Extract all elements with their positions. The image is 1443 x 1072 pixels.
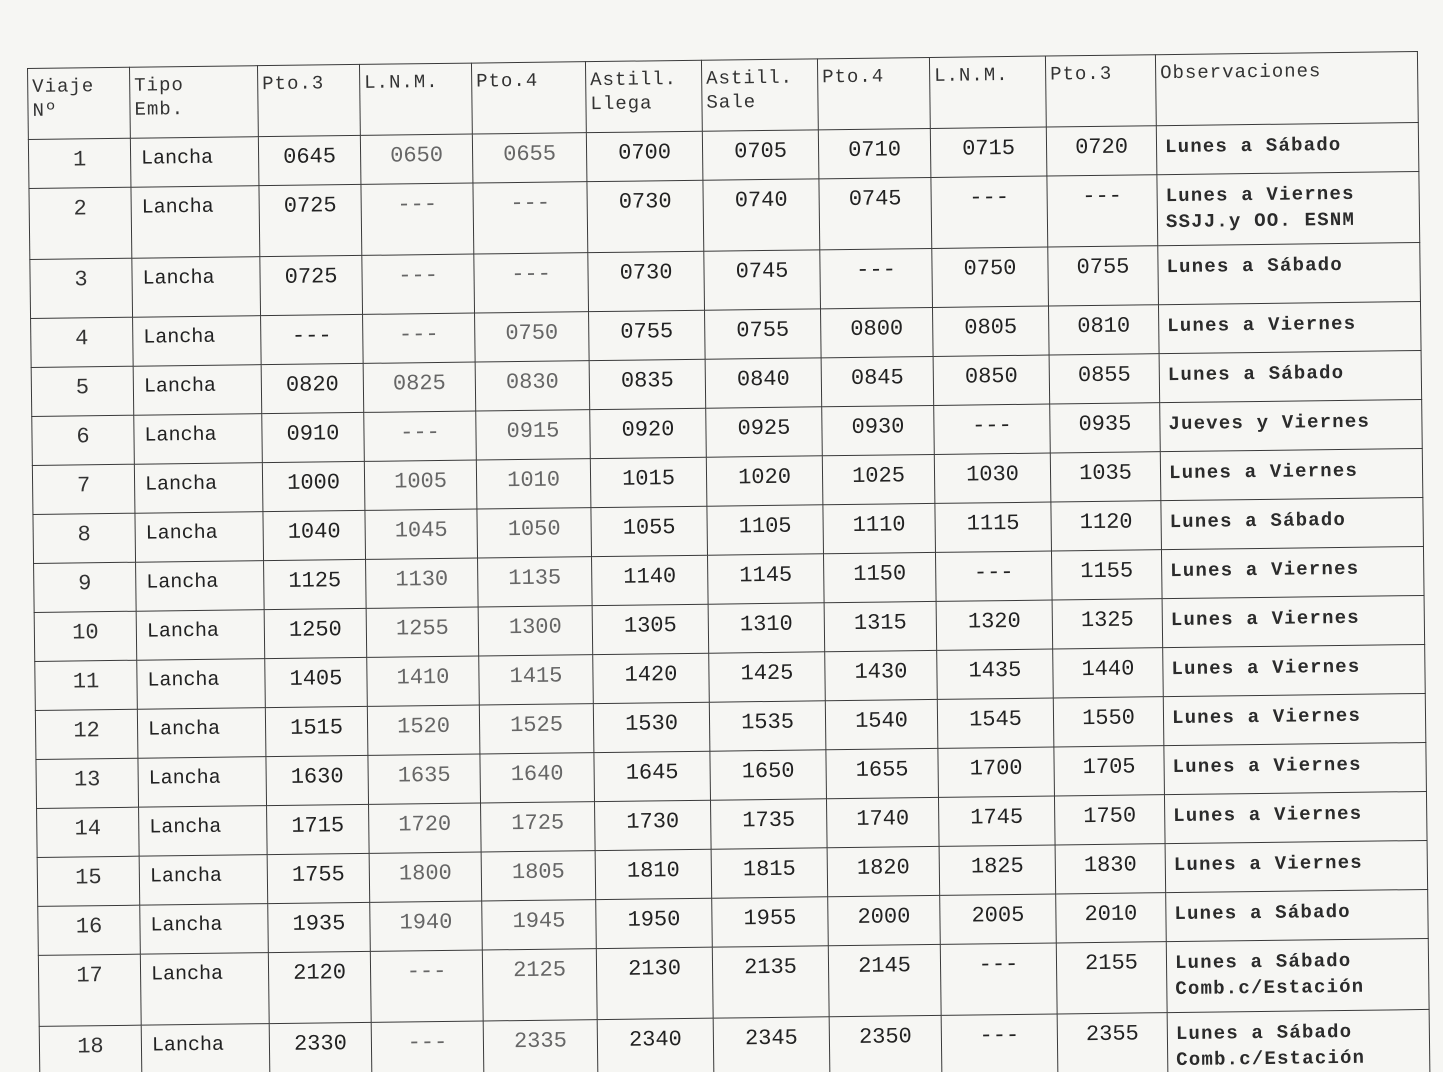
time-lnm-back: --- <box>941 1014 1058 1072</box>
time-pto3-out: 1630 <box>266 755 369 805</box>
vessel-type: Lancha <box>133 365 262 416</box>
trip-number: 11 <box>35 660 138 710</box>
observations <box>1157 172 1420 246</box>
time-lnm-out: 1635 <box>368 754 481 804</box>
observations <box>1166 889 1429 941</box>
time-pto3-back: 0720 <box>1046 126 1157 176</box>
time-pto4-back: 0710 <box>818 128 931 178</box>
header-text: Sale <box>706 91 757 114</box>
time-pto4-back: 1025 <box>822 454 935 504</box>
header-text: Pto.4 <box>822 65 885 89</box>
time-astill-llega: 0700 <box>586 131 703 181</box>
vessel-type: Lancha <box>130 137 259 188</box>
observations <box>1158 301 1421 353</box>
time-lnm-back: --- <box>935 551 1052 601</box>
trip-number: 15 <box>37 856 140 906</box>
time-pto4-out: 1945 <box>482 900 597 950</box>
time-pto3-back: 1705 <box>1054 746 1165 796</box>
time-astill-llega: 1530 <box>593 702 710 752</box>
header-text: Tipo <box>134 74 184 97</box>
time-pto4-out: 0915 <box>476 410 591 460</box>
header-text: Viaje <box>32 75 95 98</box>
time-astill-llega: 1055 <box>591 506 708 556</box>
time-lnm-back: 1700 <box>938 747 1055 797</box>
observations <box>1162 595 1425 647</box>
time-lnm-out: 1720 <box>369 803 482 853</box>
observations <box>1163 693 1426 745</box>
trip-number: 14 <box>37 807 140 857</box>
time-pto4-back: 0930 <box>822 405 935 455</box>
header-astill-sale <box>701 59 818 131</box>
time-astill-llega: 0920 <box>590 408 707 458</box>
header-text: Emb. <box>134 98 185 121</box>
time-pto4-back: 2000 <box>828 895 941 945</box>
time-pto3-back: --- <box>1047 175 1158 247</box>
observations <box>1163 644 1426 696</box>
time-pto4-out: 1300 <box>478 606 593 656</box>
time-pto4-out: 1415 <box>479 655 594 705</box>
header-viaje <box>28 67 131 139</box>
observation-line: Lunes a Viernes <box>1173 802 1363 828</box>
trip-number: 13 <box>36 758 139 808</box>
time-lnm-back: 1545 <box>937 698 1054 748</box>
time-astill-sale: 1425 <box>709 652 826 702</box>
vessel-type: Lancha <box>134 463 263 514</box>
time-lnm-out: 1940 <box>370 901 483 951</box>
time-lnm-out: --- <box>363 313 476 363</box>
trip-number: 17 <box>38 954 141 1026</box>
time-pto3-out: 2330 <box>269 1022 372 1072</box>
time-pto3-out: 1250 <box>264 608 367 658</box>
time-pto4-out: --- <box>473 182 588 254</box>
time-lnm-out: --- <box>364 411 477 461</box>
time-astill-sale: 1650 <box>710 750 827 800</box>
time-pto4-out: 1525 <box>479 704 594 754</box>
time-pto4-back: 0745 <box>819 177 932 249</box>
time-pto3-back: 2155 <box>1056 942 1167 1014</box>
time-astill-llega: 0730 <box>588 251 705 311</box>
observations <box>1158 242 1421 304</box>
time-pto4-out: 2125 <box>482 949 597 1021</box>
time-astill-sale: 1535 <box>709 701 826 751</box>
trip-number: 7 <box>32 464 135 514</box>
time-pto4-out: 1725 <box>481 802 596 852</box>
time-pto4-back: 1150 <box>823 552 936 602</box>
time-pto3-out: 1405 <box>265 657 368 707</box>
time-pto4-back: 2145 <box>828 944 941 1016</box>
time-astill-sale: 0745 <box>704 250 821 310</box>
header-text: Pto.3 <box>262 72 325 96</box>
trip-number: 1 <box>28 138 131 188</box>
trip-number: 12 <box>35 709 138 759</box>
observation-line: Jueves y Viernes <box>1168 410 1371 436</box>
time-lnm-out: 1130 <box>366 558 479 608</box>
observations <box>1160 448 1423 500</box>
time-pto3-out: 0820 <box>261 363 364 413</box>
observations <box>1156 123 1419 175</box>
observation-line: Lunes a Sábado <box>1174 900 1351 926</box>
time-astill-sale: 1310 <box>708 603 825 653</box>
observation-line: Lunes a Viernes <box>1170 557 1360 583</box>
observations <box>1159 350 1422 402</box>
time-lnm-out: 0650 <box>360 134 473 184</box>
time-lnm-out: 1255 <box>366 607 479 657</box>
time-pto4-out: 1010 <box>476 459 591 509</box>
vessel-type: Lancha <box>138 757 267 808</box>
time-astill-llega: 1950 <box>596 898 713 948</box>
time-astill-llega: 0755 <box>589 310 706 360</box>
time-pto3-out: --- <box>261 314 364 364</box>
trip-number: 8 <box>33 513 136 563</box>
header-pto4-back <box>817 57 930 129</box>
time-pto4-back: 2350 <box>829 1015 942 1072</box>
time-pto4-out: 1050 <box>477 508 592 558</box>
header-text: Nº <box>32 99 58 122</box>
header-text: Astill. <box>590 68 678 92</box>
time-pto4-back: 1740 <box>826 797 939 847</box>
trip-number: 2 <box>29 187 132 259</box>
time-astill-sale: 1815 <box>711 848 828 898</box>
time-pto4-back: 1655 <box>826 748 939 798</box>
time-pto4-back: --- <box>820 248 933 308</box>
trip-number: 5 <box>31 366 134 416</box>
time-pto4-back: 0800 <box>821 307 934 357</box>
time-pto3-out: 1755 <box>267 853 370 903</box>
header-observaciones <box>1155 52 1418 126</box>
observations <box>1164 742 1427 794</box>
vessel-type: Lancha <box>139 855 268 906</box>
vessel-type: Lancha <box>132 257 261 318</box>
time-astill-llega: 1420 <box>593 653 710 703</box>
time-pto3-out: 1935 <box>268 902 371 952</box>
time-astill-llega: 1140 <box>592 555 709 605</box>
vessel-type: Lancha <box>134 414 263 465</box>
header-lnm-out <box>359 63 472 135</box>
time-pto4-out: 1135 <box>478 557 593 607</box>
observation-line: Lunes a Sábado <box>1166 253 1344 279</box>
vessel-type: Lancha <box>137 659 266 710</box>
header-text: Llega <box>590 92 653 116</box>
time-pto4-out: 1805 <box>481 851 596 901</box>
time-lnm-back: 0750 <box>932 247 1049 307</box>
time-lnm-back: 0715 <box>930 127 1047 177</box>
time-astill-sale: 0740 <box>703 179 820 251</box>
observations <box>1164 791 1427 843</box>
time-astill-sale: 2135 <box>712 946 829 1018</box>
time-pto3-out: 1515 <box>265 706 368 756</box>
time-pto4-back: 1430 <box>825 650 938 700</box>
time-pto3-out: 0910 <box>262 412 365 462</box>
time-pto4-back: 1540 <box>825 699 938 749</box>
time-pto4-out: 1640 <box>480 753 595 803</box>
vessel-type: Lancha <box>140 953 269 1026</box>
time-pto3-back: 1120 <box>1051 501 1162 551</box>
time-astill-sale: 0755 <box>705 309 822 359</box>
time-pto3-back: 1550 <box>1053 697 1164 747</box>
observation-line: Comb.c/Estación <box>1175 975 1365 1001</box>
observation-line: Lunes a Viernes <box>1171 655 1361 681</box>
time-pto3-back: 1750 <box>1054 795 1165 845</box>
observation-line: Comb.c/Estación <box>1176 1046 1366 1072</box>
time-lnm-out: 1800 <box>369 852 482 902</box>
observations <box>1160 399 1423 451</box>
time-astill-llega: 1305 <box>592 604 709 654</box>
vessel-type: Lancha <box>135 512 264 563</box>
time-lnm-back: 1320 <box>936 600 1053 650</box>
time-astill-llega: 1645 <box>594 751 711 801</box>
time-pto3-out: 1715 <box>267 804 370 854</box>
time-lnm-back: 0850 <box>933 355 1050 405</box>
time-lnm-out: 0825 <box>363 362 476 412</box>
trip-number: 16 <box>38 905 141 955</box>
time-astill-llega: 2130 <box>596 947 713 1019</box>
header-text: Pto.3 <box>1050 62 1113 86</box>
time-lnm-back: 1435 <box>937 649 1054 699</box>
time-lnm-out: --- <box>370 950 483 1022</box>
vessel-type: Lancha <box>136 561 265 612</box>
observation-line: Lunes a Sábado <box>1164 133 1342 159</box>
trip-number: 18 <box>39 1025 142 1072</box>
time-astill-sale: 1735 <box>710 799 827 849</box>
vessel-type: Lancha <box>140 904 269 955</box>
observation-line: Lunes a Sábado <box>1167 361 1345 387</box>
observation-line: Lunes a Viernes <box>1173 851 1363 877</box>
vessel-type: Lancha <box>133 316 262 367</box>
observation-line: Lunes a Sábado <box>1174 949 1352 975</box>
header-text: L.N.M. <box>364 70 439 94</box>
time-lnm-back: 1030 <box>934 453 1051 503</box>
time-astill-sale: 2345 <box>713 1017 830 1072</box>
time-pto3-back: 1325 <box>1052 599 1163 649</box>
time-lnm-back: 2005 <box>940 894 1057 944</box>
observations <box>1165 840 1428 892</box>
observations <box>1161 497 1424 549</box>
observation-line: Lunes a Viernes <box>1170 606 1360 632</box>
vessel-type: Lancha <box>137 708 266 759</box>
time-pto3-out: 1000 <box>262 461 365 511</box>
vessel-type: Lancha <box>136 610 265 661</box>
time-pto3-back: 0755 <box>1048 246 1159 306</box>
time-pto3-back: 0855 <box>1049 354 1160 404</box>
header-pto3-out <box>257 64 360 136</box>
time-astill-sale: 1105 <box>707 505 824 555</box>
time-pto3-back: 0810 <box>1048 305 1159 355</box>
time-pto4-out: --- <box>474 253 589 313</box>
time-lnm-back: --- <box>934 404 1051 454</box>
trip-number: 10 <box>34 611 137 661</box>
header-pto4-out <box>471 62 586 134</box>
header-pto3-back <box>1045 55 1156 127</box>
time-pto3-back: 1830 <box>1055 844 1166 894</box>
trip-number: 9 <box>34 562 137 612</box>
trip-number: 4 <box>31 317 134 367</box>
header-text: Pto.4 <box>476 69 539 93</box>
time-astill-sale: 1020 <box>706 456 823 506</box>
time-lnm-back: --- <box>931 176 1048 248</box>
observation-line: SSJJ.y OO. ESNM <box>1165 208 1356 234</box>
time-pto3-back: 1035 <box>1050 452 1161 502</box>
time-astill-sale: 1955 <box>712 897 829 947</box>
time-pto3-out: 0725 <box>260 255 363 315</box>
time-pto3-out: 0725 <box>259 184 362 256</box>
observation-line: Lunes a Viernes <box>1172 753 1362 779</box>
observation-line: Lunes a Viernes <box>1167 312 1357 338</box>
header-lnm-back <box>929 56 1046 128</box>
time-astill-sale: 0925 <box>706 407 823 457</box>
time-lnm-out: --- <box>362 254 475 314</box>
header-text: Observaciones <box>1160 60 1322 85</box>
time-astill-sale: 0840 <box>705 358 822 408</box>
time-lnm-out: --- <box>371 1021 484 1072</box>
time-pto3-back: 0935 <box>1050 403 1161 453</box>
boat-schedule-table <box>27 51 1430 1072</box>
time-lnm-back: 1825 <box>939 845 1056 895</box>
trip-number: 3 <box>30 258 133 318</box>
observation-line: Lunes a Viernes <box>1165 182 1355 208</box>
observation-line: Lunes a Viernes <box>1168 459 1359 485</box>
time-pto4-back: 1110 <box>823 503 936 553</box>
time-astill-llega: 1730 <box>595 800 712 850</box>
time-astill-llega: 1015 <box>590 457 707 507</box>
time-pto4-back: 1820 <box>827 846 940 896</box>
observations <box>1161 546 1424 598</box>
time-pto4-out: 0655 <box>472 133 587 183</box>
time-pto3-back: 1440 <box>1053 648 1164 698</box>
vessel-type: Lancha <box>131 186 260 259</box>
time-astill-llega: 0730 <box>587 180 704 252</box>
trip-number: 6 <box>32 415 135 465</box>
time-pto3-out: 2120 <box>268 951 371 1023</box>
time-pto4-back: 1315 <box>824 601 937 651</box>
time-pto3-back: 1155 <box>1051 550 1162 600</box>
header-astill-llega <box>585 60 702 132</box>
observation-line: Lunes a Sábado <box>1169 508 1347 534</box>
time-lnm-back: 1745 <box>938 796 1055 846</box>
time-pto3-out: 0645 <box>258 135 361 185</box>
observation-line: Lunes a Viernes <box>1171 704 1362 730</box>
observations <box>1167 1009 1430 1072</box>
time-lnm-back: 0805 <box>932 306 1049 356</box>
time-pto4-out: 0830 <box>475 361 590 411</box>
header-tipo <box>129 66 258 139</box>
time-pto4-out: 0750 <box>475 312 590 362</box>
vessel-type: Lancha <box>141 1024 270 1072</box>
time-pto4-out: 2335 <box>483 1020 598 1072</box>
vessel-type: Lancha <box>139 806 268 857</box>
header-text: L.N.M. <box>934 64 1009 87</box>
time-astill-sale: 0705 <box>702 130 819 180</box>
time-astill-sale: 1145 <box>708 554 825 604</box>
time-pto3-back: 2010 <box>1056 893 1167 943</box>
time-pto3-out: 1040 <box>263 510 366 560</box>
observation-line: Lunes a Sábado <box>1175 1020 1353 1046</box>
time-lnm-out: 1045 <box>365 509 478 559</box>
time-lnm-out: 1520 <box>367 705 480 755</box>
time-astill-llega: 1810 <box>595 849 712 899</box>
time-pto3-back: 2355 <box>1057 1013 1168 1072</box>
time-lnm-out: 1410 <box>367 656 480 706</box>
time-lnm-back: --- <box>940 943 1057 1015</box>
observations <box>1166 938 1429 1012</box>
time-lnm-back: 1115 <box>935 502 1052 552</box>
time-pto3-out: 1125 <box>264 559 367 609</box>
time-pto4-back: 0845 <box>821 356 934 406</box>
header-text: Astill. <box>706 66 794 90</box>
time-lnm-out: --- <box>361 183 474 255</box>
time-lnm-out: 1005 <box>364 460 477 510</box>
time-astill-llega: 0835 <box>589 359 706 409</box>
time-astill-llega: 2340 <box>597 1018 714 1072</box>
